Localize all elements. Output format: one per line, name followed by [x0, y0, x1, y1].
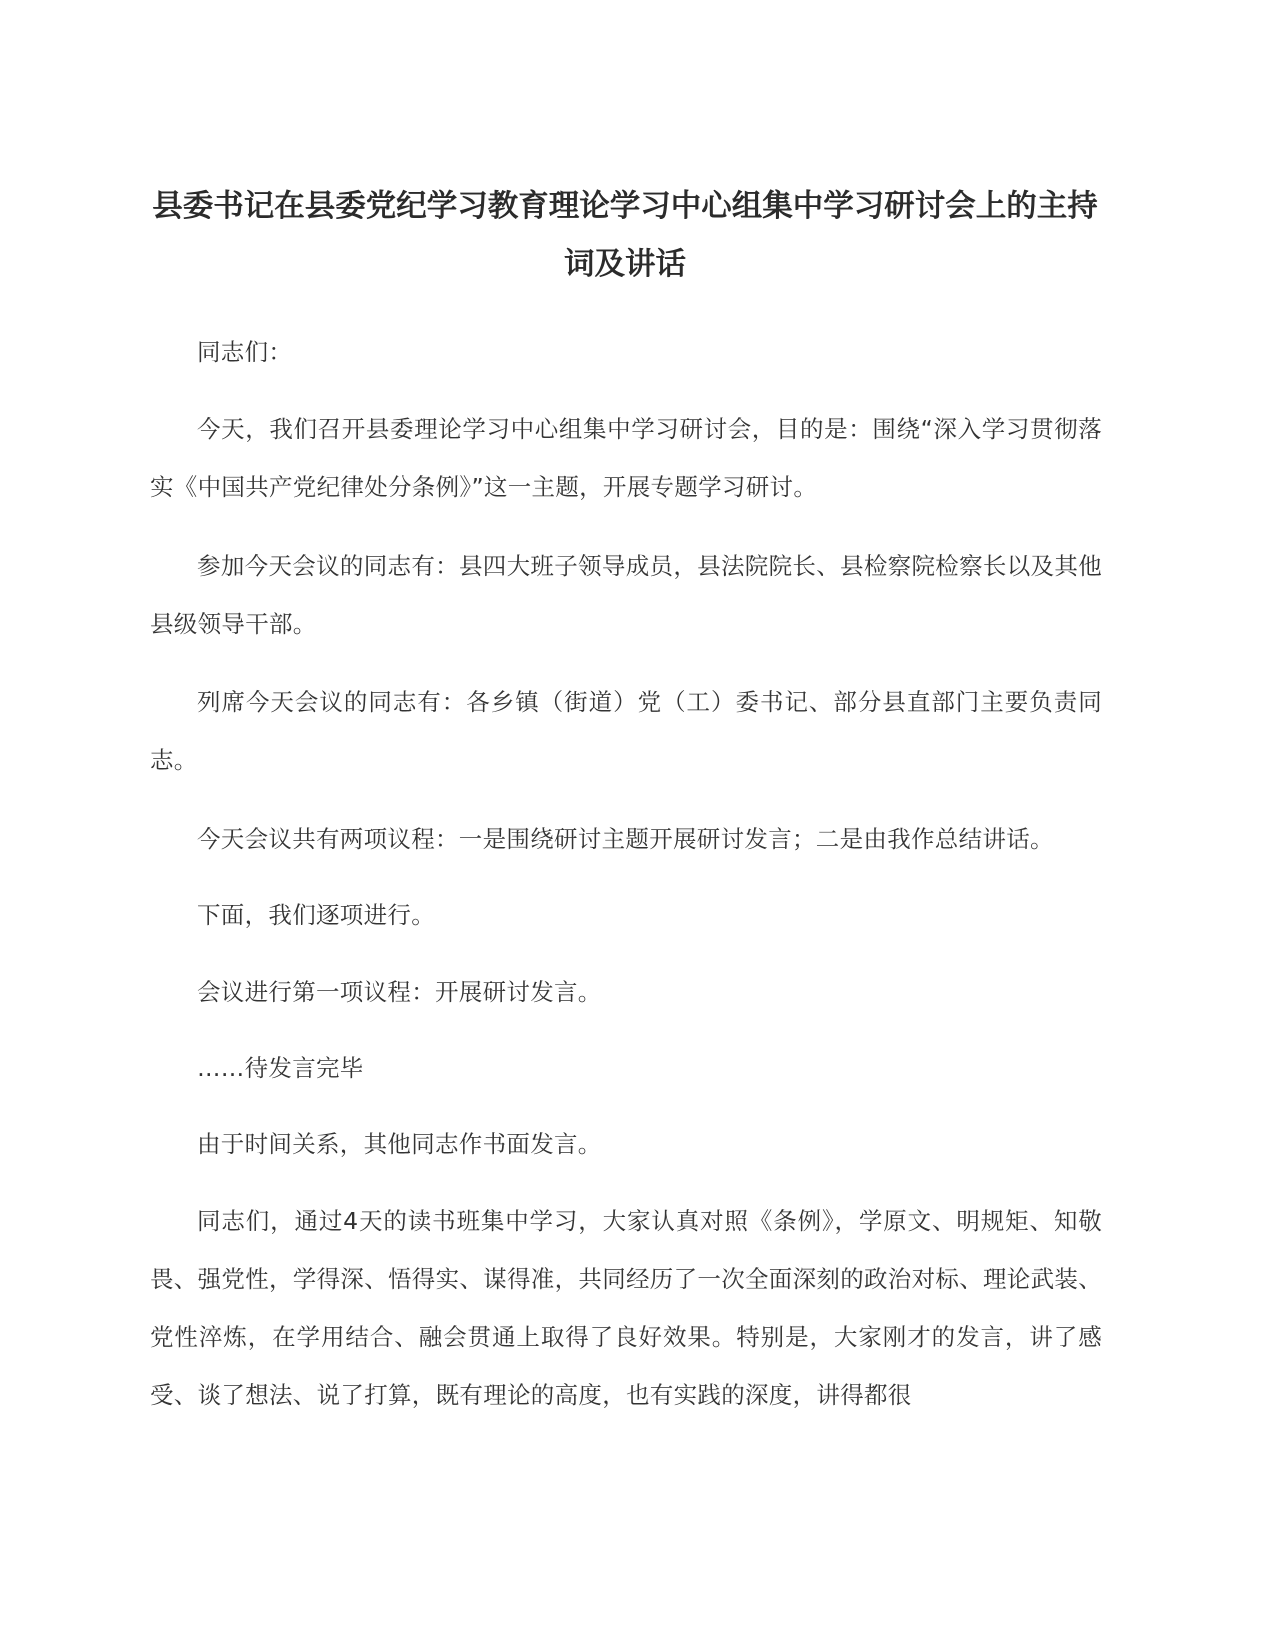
- document-title: 县委书记在县委党纪学习教育理论学习中心组集中学习研讨会上的主持词及讲话: [152, 189, 1098, 282]
- paragraph-first-item: 会议进行第一项议程：开展研讨发言。: [197, 978, 602, 1006]
- paragraph-proceed: 下面，我们逐项进行。: [197, 901, 435, 929]
- paragraph-agenda: 今天会议共有两项议程：一是围绕研讨主题开展研讨发言；二是由我作总结讲话。: [197, 825, 1054, 853]
- paragraph-meeting-purpose: 今天，我们召开县委理论学习中心组集中学习研讨会，目的是：围绕“深入学习贯彻落实《中国共产党纪律处分条例》”这一主题，开展专题学习研讨。: [150, 415, 1102, 501]
- paragraph-after-speeches: ……待发言完毕: [197, 1054, 364, 1082]
- paragraph-observers: 列席今天会议的同志有：各乡镇（街道）党（工）委书记、部分县直部门主要负责同志。: [150, 688, 1102, 774]
- paragraph-attendees: 参加今天会议的同志有：县四大班子领导成员，县法院院长、县检察院检察长以及其他县级领导干部。: [150, 552, 1102, 638]
- paragraph-written-speeches: 由于时间关系，其他同志作书面发言。: [197, 1130, 602, 1158]
- paragraph-salutation: 同志们：: [197, 338, 293, 366]
- paragraph-summary: 同志们，通过4天的读书班集中学习，大家认真对照《条例》，学原文、明规矩、知敬畏、强党性，学得深、悟得实、谋得准，共同经历了一次全面深刻的政治对标、理论武装、党性淬炼，在学用结合、融会贯通上取得了良好效果。特别是，大家刚才的发言，讲了感受、谈了想法、说了打算，既有理论的高度，也有实践的深度，讲得都很: [150, 1207, 1102, 1409]
